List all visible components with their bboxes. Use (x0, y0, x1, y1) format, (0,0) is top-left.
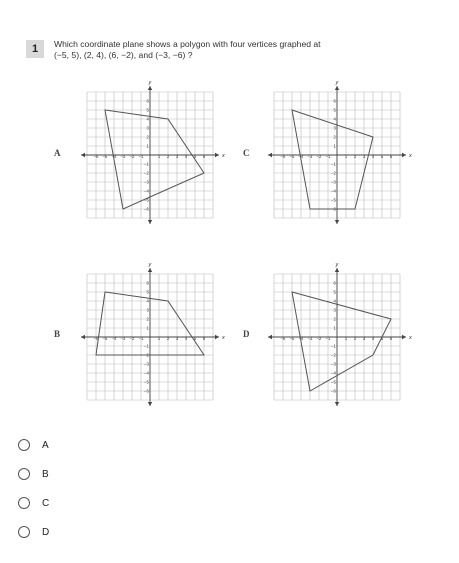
x-tick-label: 5 (380, 336, 384, 342)
x-tick-label: −4 (298, 154, 304, 160)
y-tick-label: 6 (146, 280, 149, 286)
y-tick-label: −4 (144, 188, 149, 194)
question-text (54, 39, 384, 61)
y-tick-label: −5 (331, 379, 336, 385)
x-tick-label: −2 (129, 336, 135, 342)
x-tick-label: 4 (371, 336, 375, 342)
choice-label: C (42, 497, 50, 509)
arrow-left-icon (268, 335, 272, 339)
y-tick-label: 6 (146, 98, 149, 104)
y-tick-label: 6 (333, 280, 336, 286)
y-tick-label: 3 (333, 307, 336, 313)
y-tick-label: 5 (333, 289, 336, 295)
polygon-shape (289, 289, 391, 391)
y-tick-label: −6 (144, 206, 149, 212)
y-tick-label: −3 (331, 361, 336, 367)
y-tick-label: −5 (144, 197, 149, 203)
y-tick-label: −1 (144, 343, 149, 349)
arrow-right-icon (402, 153, 406, 157)
y-tick-label: 3 (333, 125, 336, 131)
coordinate-plane-c (262, 80, 412, 230)
coordinate-plane-d (262, 262, 412, 412)
graph-label-a: A (54, 148, 61, 158)
y-tick-label: 3 (146, 307, 149, 313)
x-tick-label: −5 (289, 154, 295, 160)
x-tick-label: −2 (316, 336, 322, 342)
x-tick-label: −3 (307, 154, 313, 160)
question-line-1: Which coordinate plane shows a polygon with four vertices graphed at (54, 39, 321, 49)
x-tick-label: −6 (280, 336, 286, 342)
x-tick-label: 3 (175, 336, 179, 342)
x-tick-label: 3 (175, 154, 179, 160)
choice-label: D (42, 526, 50, 538)
x-tick-label: 6 (389, 154, 393, 160)
polygon-shape (102, 107, 204, 209)
x-tick-label: 4 (184, 336, 188, 342)
y-tick-label: 3 (146, 125, 149, 131)
radio-button[interactable] (18, 497, 30, 509)
x-tick-label: −6 (280, 154, 286, 160)
x-tick-label: 5 (193, 336, 197, 342)
choice-label: A (42, 439, 49, 451)
x-tick-label: −4 (111, 336, 117, 342)
coordinate-plane-b (75, 262, 225, 412)
y-tick-label: −1 (331, 343, 336, 349)
x-tick-label: 3 (362, 154, 366, 160)
question-line-2: (−5, 5), (2, 4), (6, −2), and (−3, −6) ? (54, 50, 193, 60)
y-tick-label: 5 (146, 289, 149, 295)
x-tick-label: −1 (138, 154, 144, 160)
x-tick-label: 4 (371, 154, 375, 160)
y-tick-label: 4 (146, 116, 149, 122)
y-tick-label: 1 (333, 143, 336, 149)
graph-label-d: D (243, 329, 250, 339)
x-tick-label: 2 (166, 154, 170, 160)
x-tick-label: 1 (344, 336, 348, 342)
y-tick-label: −3 (144, 179, 149, 185)
plane-svg (262, 80, 412, 230)
x-tick-label: −1 (325, 336, 331, 342)
y-tick-label: −6 (331, 388, 336, 394)
x-tick-label: −6 (93, 154, 99, 160)
radio-button[interactable] (18, 439, 30, 451)
x-tick-label: 1 (157, 336, 161, 342)
y-tick-label: −5 (331, 197, 336, 203)
x-tick-label: −3 (120, 336, 126, 342)
arrow-right-icon (215, 335, 219, 339)
radio-button[interactable] (18, 526, 30, 538)
y-tick-label: 2 (333, 316, 336, 322)
arrow-left-icon (81, 335, 85, 339)
x-tick-label: −5 (102, 336, 108, 342)
y-tick-label: −1 (331, 161, 336, 167)
x-tick-label: 1 (344, 154, 348, 160)
x-tick-label: 6 (202, 336, 206, 342)
plane-svg (75, 80, 225, 230)
x-axis-name: x (222, 153, 225, 159)
plane-svg (262, 262, 412, 412)
arrow-left-icon (81, 153, 85, 157)
x-tick-label: 6 (202, 154, 206, 160)
question-number: 1 (26, 40, 44, 58)
arrow-up-icon (148, 86, 152, 90)
x-axis-name: x (409, 335, 412, 341)
x-axis-name: x (409, 153, 412, 159)
arrow-right-icon (215, 153, 219, 157)
x-tick-label: −6 (93, 336, 99, 342)
y-tick-label: 4 (146, 298, 149, 304)
y-tick-label: 2 (333, 134, 336, 140)
choice-a[interactable] (18, 437, 49, 453)
arrow-left-icon (268, 153, 272, 157)
x-tick-label: 6 (389, 336, 393, 342)
x-tick-label: 2 (353, 154, 357, 160)
y-tick-label: −4 (144, 370, 149, 376)
y-tick-label: 2 (146, 134, 149, 140)
x-tick-label: −1 (325, 154, 331, 160)
x-tick-label: −5 (102, 154, 108, 160)
y-tick-label: −6 (144, 388, 149, 394)
y-tick-label: −2 (144, 352, 149, 358)
y-tick-label: −6 (331, 206, 336, 212)
x-tick-label: 5 (380, 154, 384, 160)
y-tick-label: 5 (146, 107, 149, 113)
coordinate-plane-a (75, 80, 225, 230)
y-tick-label: −4 (331, 188, 336, 194)
radio-button[interactable] (18, 468, 30, 480)
x-tick-label: −5 (289, 336, 295, 342)
arrow-down-icon (148, 220, 152, 224)
x-tick-label: −4 (111, 154, 117, 160)
y-tick-label: 1 (146, 143, 149, 149)
y-axis-name: y (148, 80, 152, 86)
arrow-down-icon (335, 402, 339, 406)
y-tick-label: −5 (144, 379, 149, 385)
y-axis-name: y (148, 262, 152, 268)
y-tick-label: −4 (331, 370, 336, 376)
arrow-down-icon (148, 402, 152, 406)
x-tick-label: −3 (307, 336, 313, 342)
x-tick-label: −2 (316, 154, 322, 160)
x-tick-label: −4 (298, 336, 304, 342)
x-tick-label: 1 (157, 154, 161, 160)
arrow-down-icon (335, 220, 339, 224)
x-tick-label: 2 (166, 336, 170, 342)
y-tick-label: −1 (144, 161, 149, 167)
arrow-up-icon (335, 268, 339, 272)
choice-b[interactable] (18, 466, 49, 482)
x-tick-label: −2 (129, 154, 135, 160)
y-axis-name: y (335, 262, 339, 268)
y-axis-name: y (335, 80, 339, 86)
x-tick-label: 5 (193, 154, 197, 160)
graph-label-c: C (243, 148, 250, 158)
x-tick-label: −1 (138, 336, 144, 342)
arrow-up-icon (335, 86, 339, 90)
x-tick-label: 2 (353, 336, 357, 342)
x-tick-label: 3 (362, 336, 366, 342)
y-tick-label: −3 (331, 179, 336, 185)
choice-c[interactable] (18, 495, 49, 511)
y-tick-label: 1 (333, 325, 336, 331)
y-tick-label: −2 (144, 170, 149, 176)
choice-label: B (42, 468, 49, 480)
plane-svg (75, 262, 225, 412)
y-tick-label: 1 (146, 325, 149, 331)
x-axis-name: x (222, 335, 225, 341)
graph-label-b: B (54, 329, 61, 339)
x-tick-label: 4 (184, 154, 188, 160)
y-tick-label: −2 (331, 352, 336, 358)
arrow-right-icon (402, 335, 406, 339)
y-tick-label: −2 (331, 170, 336, 176)
y-tick-label: 4 (333, 298, 336, 304)
choice-d[interactable] (18, 524, 49, 540)
y-tick-label: −3 (144, 361, 149, 367)
y-tick-label: 4 (333, 116, 336, 122)
y-tick-label: 6 (333, 98, 336, 104)
arrow-up-icon (148, 268, 152, 272)
y-tick-label: 2 (146, 316, 149, 322)
x-tick-label: −3 (120, 154, 126, 160)
y-tick-label: 5 (333, 107, 336, 113)
